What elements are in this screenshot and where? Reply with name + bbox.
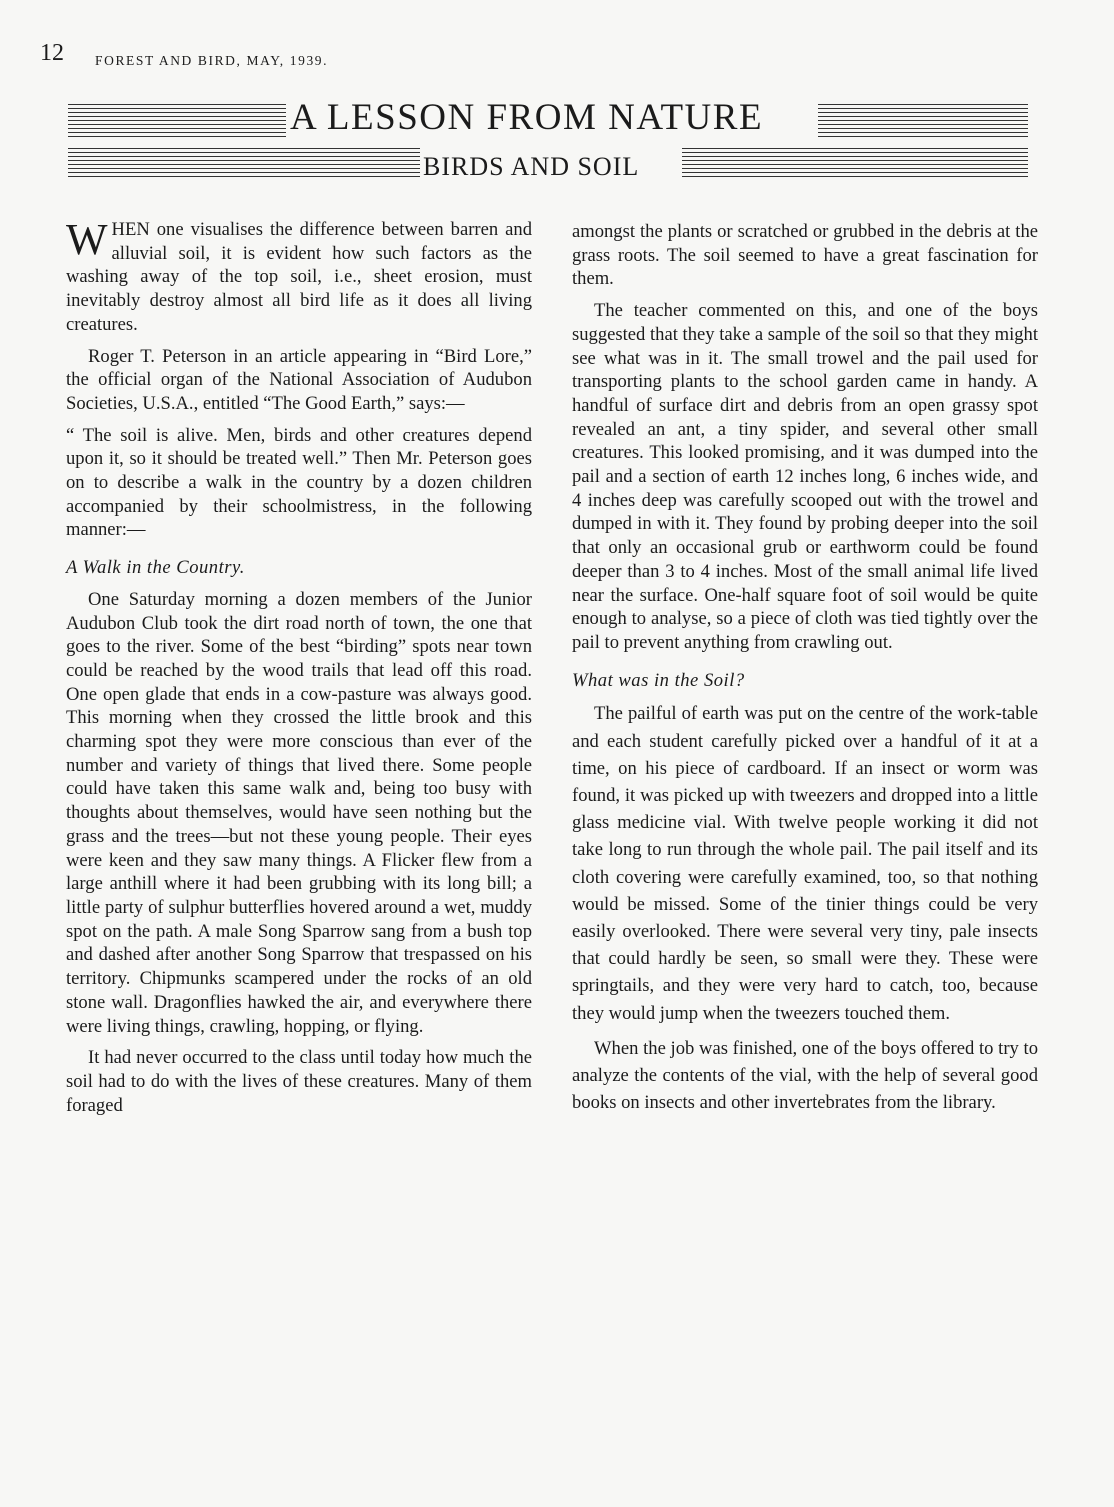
paragraph: [66, 215, 532, 337]
running-head: FOREST AND BIRD, MAY, 1939.: [95, 53, 329, 68]
section-heading: A Walk in the Country.: [66, 557, 245, 579]
paragraph: It had never occurred to the class until today how much the soil had to do with the lives of these creatures. Many of them foraged: [66, 1047, 532, 1116]
paragraph: Roger T. Peterson in an article appearing in “Bird Lore,” the official organ of the National Association of Audubon Societies, U.S.A., entitled “The Good Earth,” says:—: [66, 345, 532, 414]
paragraph: The pailful of earth was put on the centre of the work-table and each student carefully picked over a handful of it at a time, on his piece of cardboard. If an insect or worm was found, it was picked up with tweezers and dropped into a little glass medicine vial. With twelve people working it did not take long to run through the whole pail. The pail itself and its cloth covering were carefully examined, too, so that nothing would be missed. Some of the tinier things could be very easily overlooked. There were several very tiny, pale insects that could hardly be seen, so small were they. These were springtails, and they were very hard to catch, too, because they would jump when the tweezers touched them.: [572, 703, 1038, 1024]
paragraph: One Saturday morning a dozen members of the Junior Audubon Club took the dirt road north of town, the one that goes to the river. Some of the best “birding” spots near town could be reached by the wood trails that lead off this road. One open glade that ends in a cow-pasture was always good. This morning when they crossed the little brook and this charming spot they were more conscious than ever of the number and variety of things that lived there. Some people could have taken this same walk and, being too busy with thoughts about themselves, would have seen nothing but the grass and the trees—but not these young people. Their eyes were keen and they saw many things. A Flicker flew from a large anthill where it had been grubbing with its long bill; a little party of sulphur butterflies hovered around a wet, muddy spot on the path. A male Song Sparrow sang from a bush top and dashed after another Song Sparrow that trespassed on his territory. Chipmunks scampered under the rocks of an old stone wall. Dragonflies hawked the air, and everywhere there were living things, crawling, hopping, or flying.: [66, 588, 532, 1037]
page-number: 12: [40, 40, 64, 66]
left-column: [66, 215, 532, 1117]
paragraph: The teacher commented on this, and one of the boys suggested that they take a sample of the soil so that they might see what was in it. The small trowel and the pail used for transporting plants to the school garden came in handy. A handful of surface dirt and debris from an open grassy spot revealed an ant, a tiny spider, and several other small creatures. This looked promising, and it was dumped into the pail and a section of earth 12 inches long, 6 inches wide, and 4 inches deep was carefully scooped out with the trowel and dumped in with it. They found by probing deeper into the soil that only an occasional grub or earthworm could be found deeper than 3 to 4 inches. Most of the small animal life lived near the surface. One-half square foot of soil would be quite enough to analyse, so a piece of cloth was tied tightly over the pail to prevent anything from crawling out.: [572, 300, 1038, 653]
paragraph: When the job was finished, one of the boys offered to try to analyze the contents of the vial, with the help of several good books on insects and other invertebrates from the library.: [572, 1037, 1038, 1114]
right-column: [572, 220, 1038, 1116]
article-title: A LESSON FROM NATURE: [290, 97, 764, 138]
paragraph: amongst the plants or scratched or grubbed in the debris at the grass roots. The soil seemed to have a great fascination for them.: [572, 221, 1038, 290]
article-subtitle: BIRDS AND SOIL: [423, 152, 640, 181]
subtitle-rules-right: [682, 148, 1028, 180]
quote-paragraph: “ The soil is alive. Men, birds and other creatures depend upon it, so it should be treated well.” Then Mr. Peterson goes on to describe a walk in the country by a dozen children accompanied by their schoolmistress, in the following manner:—: [66, 424, 532, 541]
title-rules-left: [68, 104, 286, 140]
drop-cap: W: [66, 215, 108, 264]
title-rules-right: [818, 104, 1028, 140]
paragraph-text: HEN one visualises the difference between barren and alluvial soil, it is evident how such factors as the washing away of the top soil, i.e., sheet erosion, must inevitably destroy almost all bird life as it does all living creatures.: [66, 219, 532, 335]
title-block: [68, 96, 1028, 182]
subtitle-rules-left: [68, 148, 420, 180]
section-heading: What was in the Soil?: [572, 669, 745, 691]
